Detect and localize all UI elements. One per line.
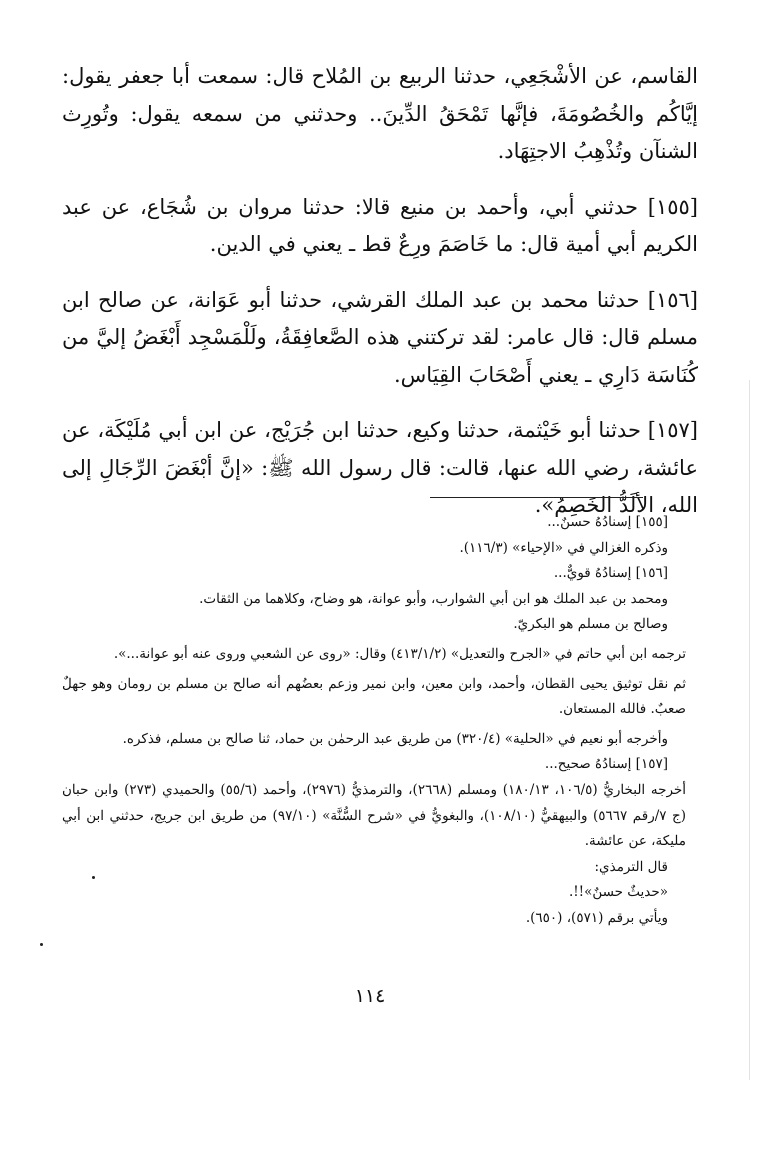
- footnote-line: ثم نقل توثيق يحيى القطان، وأحمد، وابن معين، وابن نمير وزعم بعضُهم أنه صالح بن مسلم بن رومان وهو جهلٌ صعبٌ. فالله المستعان.: [62, 675, 686, 718]
- footnote-line: «حديثٌ حسنٌ»!!.: [568, 884, 668, 901]
- paragraph-157: [١٥٧] حدثنا أبو خَيْثمة، حدثنا وكيع، حدثنا ابن جُرَيْج، عن ابن أبي مُلَيْكَة، عن عائشة، رضي الله عنها، قالت: قال رسول الله ﷺ: «إنَّ أبْغَضَ الرِّجَالِ إلى الله، الألَدُّ الخَصِمُ».: [62, 418, 698, 517]
- paragraph-156: [١٥٦] حدثنا محمد بن عبد الملك القرشي، حدثنا أبو عَوَانة، عن صالح ابن مسلم قال: قال عامر: لقد تركتني هذه الصَّعافِقَةُ، ولَلْمَسْجِد أَبْغَضُ إليَّ من كُنَاسَة دَارِي ـ يعني أَصْحَابَ القِيَاس.: [62, 287, 698, 387]
- footnote-line: قال الترمذي:: [594, 858, 668, 875]
- footnote-line: وصالح بن مسلم هو البكريّ.: [513, 616, 668, 633]
- footnote-line: أخرجه البخاريُّ (١٠٦/٥، ١٨٠/١٣) ومسلم (٢٦٦٨)، والترمذيُّ (٢٩٧٦)، وأحمد (٥٥/٦) والحميدي (٢٧٣) وابن حبان (ج ٧/رقم ٥٦٦٧) والبيهقيُّ (١٠٨/١٠)، والبغويُّ في «شرح السُّنَّة» (٩٧/١٠) من طريق ابن جريج، حدثني ابن أبي مليكة، عن عائشة.: [62, 781, 687, 850]
- footnote-line: وأخرجه أبو نعيم في «الحلية» (٣٢٠/٤) من طريق عبد الرحمٰن بن حماد، ثنا صالح بن مسلم، فذكره.: [122, 730, 668, 747]
- footnote-line: [١٥٦] إسنادُهُ قويٌّ...: [553, 565, 668, 582]
- footnote-line: ويأتي برقم (٥٧١)، (٦٥٠).: [525, 909, 668, 926]
- scan-speck: [40, 943, 43, 946]
- footnote-line: وذكره الغزالي في «الإحياء» (١١٦/٣).: [459, 539, 668, 556]
- footnote-line: [١٥٧] إسنادُهُ صحيح...: [544, 756, 668, 773]
- footnote-line: [١٥٥] إسنادُهُ حسنٌ...: [547, 514, 668, 530]
- page-edge-shadow: [749, 380, 750, 1080]
- main-text: [62, 58, 698, 525]
- footnote-line: ومحمد بن عبد الملك هو ابن أبي الشوارب، وأبو عوانة، هو وضاح، وكلاهما من الثقات.: [199, 590, 668, 607]
- footnote-line: ترجمه ابن أبي حاتم في «الجرح والتعديل» (٤١٣/١/٢) وقال: «روى عن الشعبي وروى عنه أبو عوانة...».: [113, 645, 686, 662]
- footnote-separator: [430, 497, 643, 498]
- scan-speck: [92, 876, 95, 879]
- page-number: ١١٤: [354, 985, 386, 1007]
- footnotes: [62, 510, 686, 932]
- paragraph-155: [١٥٥] حدثني أبي، وأحمد بن منيع قالا: حدثنا مروان بن شُجَاع، عن عبد الكريم أبي أمية قال: ما خَاصَمَ ورِعٌ قط ـ يعني في الدين.: [62, 194, 698, 256]
- paragraph-intro: القاسم، عن الأشْجَعِي، حدثنا الربيع بن المُلاح قال: سمعت أبا جعفر يقول: إيَّاكُم والخُصُومَةَ، فإنَّها تَمْحَقُ الدِّينَ.. وحدثني من سمعه يقول: وتُورِث الشنآن وتُذْهِبُ الاجتِهَاد.: [62, 64, 698, 163]
